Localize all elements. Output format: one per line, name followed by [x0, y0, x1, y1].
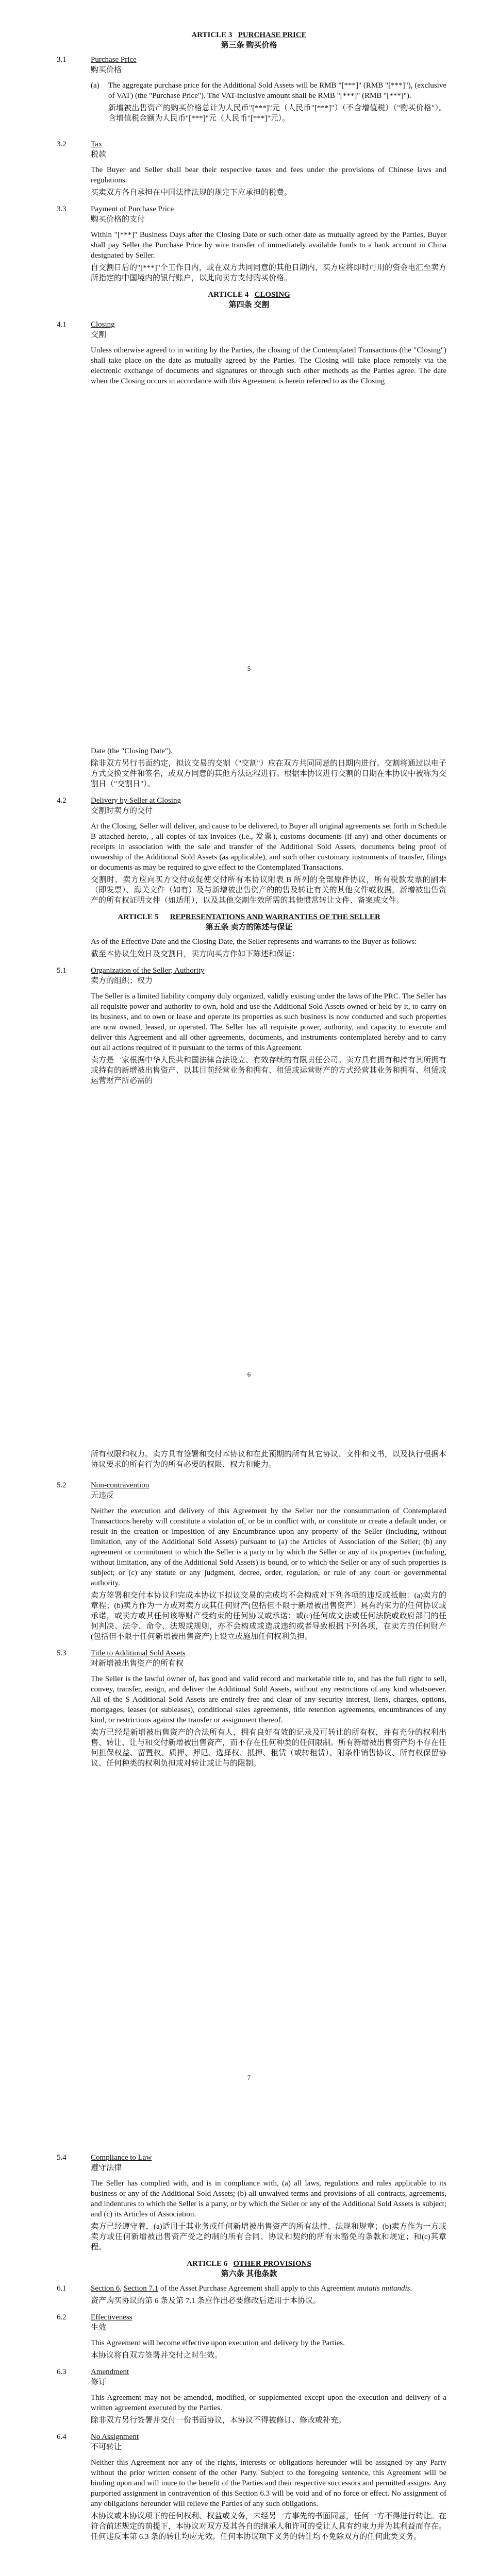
section-text-zh: 卖方是一家根据中华人民共和国法律合法设立、有效存续的有限责任公司。卖方具有拥有和持有其所拥有或持有的新增被出售资产、以其目前经营业务和拥有、租赁或运营财产的方式经营其业务和拥有、租赁或运营财产所必需的: [91, 1056, 447, 1085]
section-text-zh: 交割时，卖方应向买方交付或促使交付所有本协议附表 B 所列的全部原件协议，所有税款发票的副本（即发票）、海关文件（如有）及与新增被出售资产的的售及转让有关的其他文件或收据，新增被出售资产的所有权证明文件（如适用），以及其他交割生效所需的其他惯常转让文件、备案或文件。: [91, 876, 446, 905]
section-5-3: [0, 1648, 498, 1769]
page-4-content: [0, 2149, 498, 2548]
section-text-zh: 卖方已经遵守着，(a)适用于其业务或任何新增被出售资产的所有法律、法规和规章；(b)卖方作为一方或卖方或任何新增被出售资产受之约制的所有合同、协议和契约的所有未豁免的条款和规定；和(c)其章程。: [91, 2223, 446, 2251]
section-title: Non-contravention: [91, 1481, 150, 1489]
section-number: 3.1: [57, 56, 67, 64]
article-6-heading: ARTICLE 6 OTHER PROVISIONS: [187, 2260, 311, 2268]
section-text-en: At the Closing, Seller will deliver, and cause to be delivered, to Buyer all original agreements set forth in Schedule B attached hereto, , all copies of tax invoices (i.e., 发票), customs documents (if any) and other documents or receipts in association with the sale and transfer of the Additional Sold Assets, documents being proof of ownership of the Additional Sold Assets (as applicable), and such other customary instruments of transfer, filings or documents as may be required to give effect to the Contemplated Transactions.: [91, 822, 446, 872]
section-text-en: Date (the "Closing Date").: [91, 747, 173, 755]
section-title: Payment of Purchase Price: [91, 205, 174, 213]
intro-text-en: As of the Effective Date and the Closing Date, the Seller represents and warrants to the Buyer as follows:: [91, 938, 417, 946]
section-3-2: [0, 139, 498, 198]
page-number: 5: [247, 665, 251, 672]
page-3-content: [0, 1446, 498, 1775]
section-6-2: [0, 2312, 498, 2361]
section-4-2: [0, 795, 498, 906]
section-5-4: [0, 2153, 498, 2252]
section-title: Amendment: [91, 2368, 129, 2376]
section-number: 6.2: [57, 2313, 67, 2321]
section-3-1: [0, 55, 498, 124]
section-6-1: [0, 2283, 498, 2306]
section-title: No Assignment: [91, 2433, 139, 2441]
section-text-en: The Buyer and Seller shall bear their respective taxes and fees under the provisions of Chinese laws and regulations.: [91, 166, 446, 184]
section-number: 5.2: [57, 1481, 67, 1489]
section-text-en: Unless otherwise agreed to in writing by the Parties, the closing of the Contemplated Transactions (the "Closing") shall take place on the date as mutually agreed by the Parties. The Closing will take place remotely via the electronic exchange of documents and signatures or through such other methods as the Parties agree. The date when the Closing occurs in accordance with this Agreement is herein referred to as the Closing: [91, 346, 446, 385]
section-text-en: The Seller is a limited liability company duly organized, validly existing under the laws of the PRC. The Seller has all requisite power and authority to own, hold and use the Additional Sold Assets owned or held by it, to carry on its business, and to own or lease and operate its properties as such business is now conducted and such properties are now owned, leased, or operated. The Seller has all requisite power, authority, and capacity to execute and deliver this Agreement and all other agreements, documents, and instruments contemplated hereby and to carry out all actions required of it pursuant to the terms of this Agreement.: [91, 992, 446, 1052]
section-text-zh: 除非双方另行签署并交付一份书面协议，本协议不得被修订、修改或补充。: [91, 2416, 346, 2425]
clause-a: [91, 80, 446, 124]
section-number: 4.1: [57, 320, 67, 329]
section-number: 3.3: [57, 205, 67, 213]
section-text-en: This Agreement will become effective upon execution and delivery by the Parties.: [91, 2339, 345, 2347]
section-title-zh: 不可转让: [91, 2443, 122, 2451]
section-3-3: [0, 204, 498, 283]
section-text-en: Neither this Agreement nor any of the rights, interests or obligations hereunder will be assigned by any Party without the prior written consent of the other Party. Subject to the foregoing sentence, this Agreement will be binding upon and will inure to the benefit of the Parties and their respective successors and permitted assigns. Any purported assignment in contravention of this Section 6.3 will be void and of no force or effect. No assignment of any obligations hereunder will relieve the Parties of any such obligations.: [91, 2459, 446, 2508]
section-number: 5.1: [57, 967, 67, 975]
section-title-zh: 购买价格: [91, 66, 122, 74]
article-3-heading: ARTICLE 3 PURCHASE PRICE: [191, 31, 307, 39]
section-5-1-continued: [0, 1449, 498, 1470]
section-text-en: The Seller has complied with, and is in compliance with, (a) all laws, regulations and rules applicable to its business or any of the Additional Sold Assets; (b) all unwaived terms and provisions of all contracts, agreements, and indentures to which the Seller is a party, or by which the Seller or any of the Additional Sold Assets is subject; and (c) its Articles of Association.: [91, 2179, 446, 2218]
article-5-heading-zh: 第五条 卖方的陈述与保证: [205, 923, 293, 931]
section-title-zh: 遵守法律: [91, 2164, 122, 2172]
document-page-3: [0, 1409, 498, 2112]
page-number: 6: [247, 1370, 251, 1378]
section-text-en: The Seller is the lawful owner of, has good and valid record and marketable title to, and has the full right to sell, convey, transfer, assign, and deliver the Additional Sold Assets, without any restrictions of any kind whatsoever. All of the S Additional Sold Assets are entirely free and clear of any security interest, liens, charges, options, mortgages, leases (or subleases), conditional sales agreements, title retention agreements, encumbrances of any kind, or restrictions against the transfer or assignment thereof.: [91, 1675, 446, 1724]
clause-text-zh: 新增被出售资产的购买价格总计为人民币"[***]"元（人民币"[***]"）（不含增值税）（"购买价格"）。含增值税金额为人民币"[***]"元（人民币"[***]"元）。: [108, 104, 446, 123]
article-5-intro: [0, 937, 498, 959]
section-text-zh: 本协议将自双方签署并交付之时生效。: [91, 2351, 223, 2360]
section-number: 6.4: [57, 2433, 67, 2441]
section-text-zh: 资产购买协议的第 6 条及第 7.1 条应作出必要修改后适用于本协议。: [91, 2297, 321, 2305]
section-5-1: [0, 965, 498, 1086]
section-number: 3.2: [57, 140, 67, 148]
section-text-zh: 本协议或本协议项下的任何权利、权益或义务，未经另一方事先的书面同意，任何一方不得进行转让。在符合前述规定的前提下，本协议对双方及其各自的继承人和许可的受让人具有约束力并为其利益而存在。任何违反本第 6.3 条的转让均应无效。任何本协议项下义务的转让均不免除双方的任何此类义务。: [91, 2512, 447, 2541]
section-text-en: Section 6, Section 7.1 of the Asset Purchase Agreement shall apply to this Agreement mutatis mutandis.: [91, 2284, 412, 2293]
section-4-1: [0, 319, 498, 386]
section-number: 4.2: [57, 796, 67, 805]
document-page-4: [0, 2112, 498, 2576]
section-title-zh: 卖方的组织；权力: [91, 977, 153, 985]
section-title: Purchase Price: [91, 56, 137, 64]
section-title: Compliance to Law: [91, 2154, 152, 2162]
section-number: 5.4: [57, 2154, 67, 2162]
clause-label: (a): [91, 81, 99, 90]
section-title-zh: 交割: [91, 331, 107, 339]
section-title-zh: 对新增被出售资产的所有权: [91, 1659, 184, 1668]
section-6-3: [0, 2367, 498, 2426]
section-title: Organization of the Seller; Authority: [91, 967, 205, 975]
section-text-zh: 自交割日后的"[***]"个工作日内，或在双方共同同意的其他日期内，买方应将即时可用的资金电汇至卖方所指定的中国境内的银行账户，以此向卖方支付购买价格。: [91, 264, 446, 282]
section-title-zh: 税款: [91, 150, 107, 159]
document-page-2: [0, 706, 498, 1409]
section-number: 6.3: [57, 2368, 67, 2376]
section-title: Title to Additional Sold Assets: [91, 1649, 186, 1657]
section-text-en: This Agreement may not be amended, modified, or supplemented except upon the execution and delivery of a written agreement executed by the Parties.: [91, 2394, 446, 2412]
section-title-zh: 购买价格的支付: [91, 215, 145, 224]
article-6-heading-zh: 第六条 其他条款: [221, 2270, 277, 2278]
section-5-2: [0, 1480, 498, 1642]
section-6-4: [0, 2432, 498, 2542]
section-title-zh: 交割时卖方的交付: [91, 807, 153, 815]
section-title: Closing: [91, 320, 115, 329]
section-text-zh: 买卖双方各自承担在中国法律法规的规定下应承担的税费。: [91, 189, 292, 197]
section-text-zh: 除非双方另行书面约定，拟议交易的交割（"交割"）应在双方共同同意的日期内进行。交割将通过以电子方式交换文件和签名，或双方同意的其他方法远程进行。根据本协议进行交割的日期在本协议中被称为交割日（"交割日"）。: [91, 759, 447, 788]
section-text-en: Neither the execution and delivery of this Agreement by the Seller nor the consummation of Contemplated Transactions hereby will constitute a violation of, or be in conflict with, or constitute or create a default under, or result in the creation or imposition of any Encumbrance upon any property of the Seller (including, without limitation, any of the Additional Sold Assets) pursuant to (a) the Articles of Association of the Seller; (b) any agreement or commitment to which the Seller is a party or by which the Seller or any of its properties (including, without limitation, any of the Additional Sold Assets) is bound, or to which the Seller or any of such properties is subject; or (c) any statute or any judgment, decree, order, regulation, or rule of any court or governmental authority.: [91, 1507, 446, 1587]
section-title-zh: 无违反: [91, 1492, 114, 1500]
article-5-heading: ARTICLE 5 REPRESENTATIONS AND WARRANTIES OF THE SELLER: [118, 913, 380, 921]
section-number: 5.3: [57, 1649, 67, 1657]
page-number: 7: [247, 2074, 251, 2081]
section-text-zh: 卖方已经是新增被出售资产的合法所有人，拥有良好有效的记录及可转让的所有权，并有充分的权利出售、转让、让与和交付新增被出售资产，而不存在任何种类的任何限制。所有新增被出售资产均不存在任何担保权益、留置权、质押、押记、选择权、抵押、租赁（或转租赁）、附条件销售协议、所有权保留协议、任何种类的权利负担或对转让或让与的限制。: [91, 1728, 447, 1768]
section-4-1-continued: [0, 746, 498, 789]
page-1-content: [0, 30, 498, 388]
page-2-content: [0, 743, 498, 1092]
section-title: Effectiveness: [91, 2313, 132, 2321]
intro-text-zh: 截至本协议生效日及交割日，卖方向买方作如下陈述和保证：: [91, 950, 300, 958]
section-title: Tax: [91, 140, 103, 148]
article-4-heading: ARTICLE 4 CLOSING: [208, 291, 290, 299]
article-4-heading-zh: 第四条 交割: [228, 301, 270, 309]
section-text-en: Within "[***]" Business Days after the Closing Date or such other date as mutually agreed by the Parties, Buyer shall pay Seller the Purchase Price by wire transfer of immediately available funds to a bank account in China designated by Seller.: [91, 231, 446, 260]
document-page-1: [0, 0, 498, 706]
article-3-heading-zh: 第三条 购买价格: [221, 41, 277, 49]
section-ref-link[interactable]: Section 6: [91, 2284, 120, 2293]
section-text-zh: 卖方签署和交付本协议和完成本协议下拟议交易的完成均不会构成对下列各项的违反或抵触：(a)卖方的章程；(b)卖方作为一方或对卖方或其任何财产(包括但不限于新增被出售资产）具有约束力的任何协议或承诺，或卖方或其任何该等财产受约束的任何协议或承诺；或(c)任何成文法或任何法院或政府部门的任何判决、法令、命令、法规或规则，亦不会构成或造成违约或者导致根据下列各项，在卖方的任何财产(包括但不限于任何新增被出售资产)上设立或施加任何权利负担。: [91, 1591, 446, 1641]
section-title: Delivery by Seller at Closing: [91, 796, 181, 805]
section-number: 6.1: [57, 2284, 67, 2293]
section-text-zh: 所有权限和权力。卖方具有签署和交付本协议和在此预期的所有其它协议、文件和文书，以及执行根据本协议要求的所有行为的所有必要的权限、权力和能力。: [91, 1450, 447, 1469]
clause-text-en: The aggregate purchase price for the Additional Sold Assets will be RMB "[***]" (RMB "[***]"), (exclusive of VAT) (the "Purchase Price"). The VAT-inclusive amount shall be RMB "[***]" (RMB "[***]").: [108, 81, 446, 100]
section-title-zh: 生效: [91, 2324, 107, 2332]
section-ref-link[interactable]: Section 7.1: [123, 2284, 159, 2293]
section-title-zh: 修订: [91, 2378, 107, 2386]
